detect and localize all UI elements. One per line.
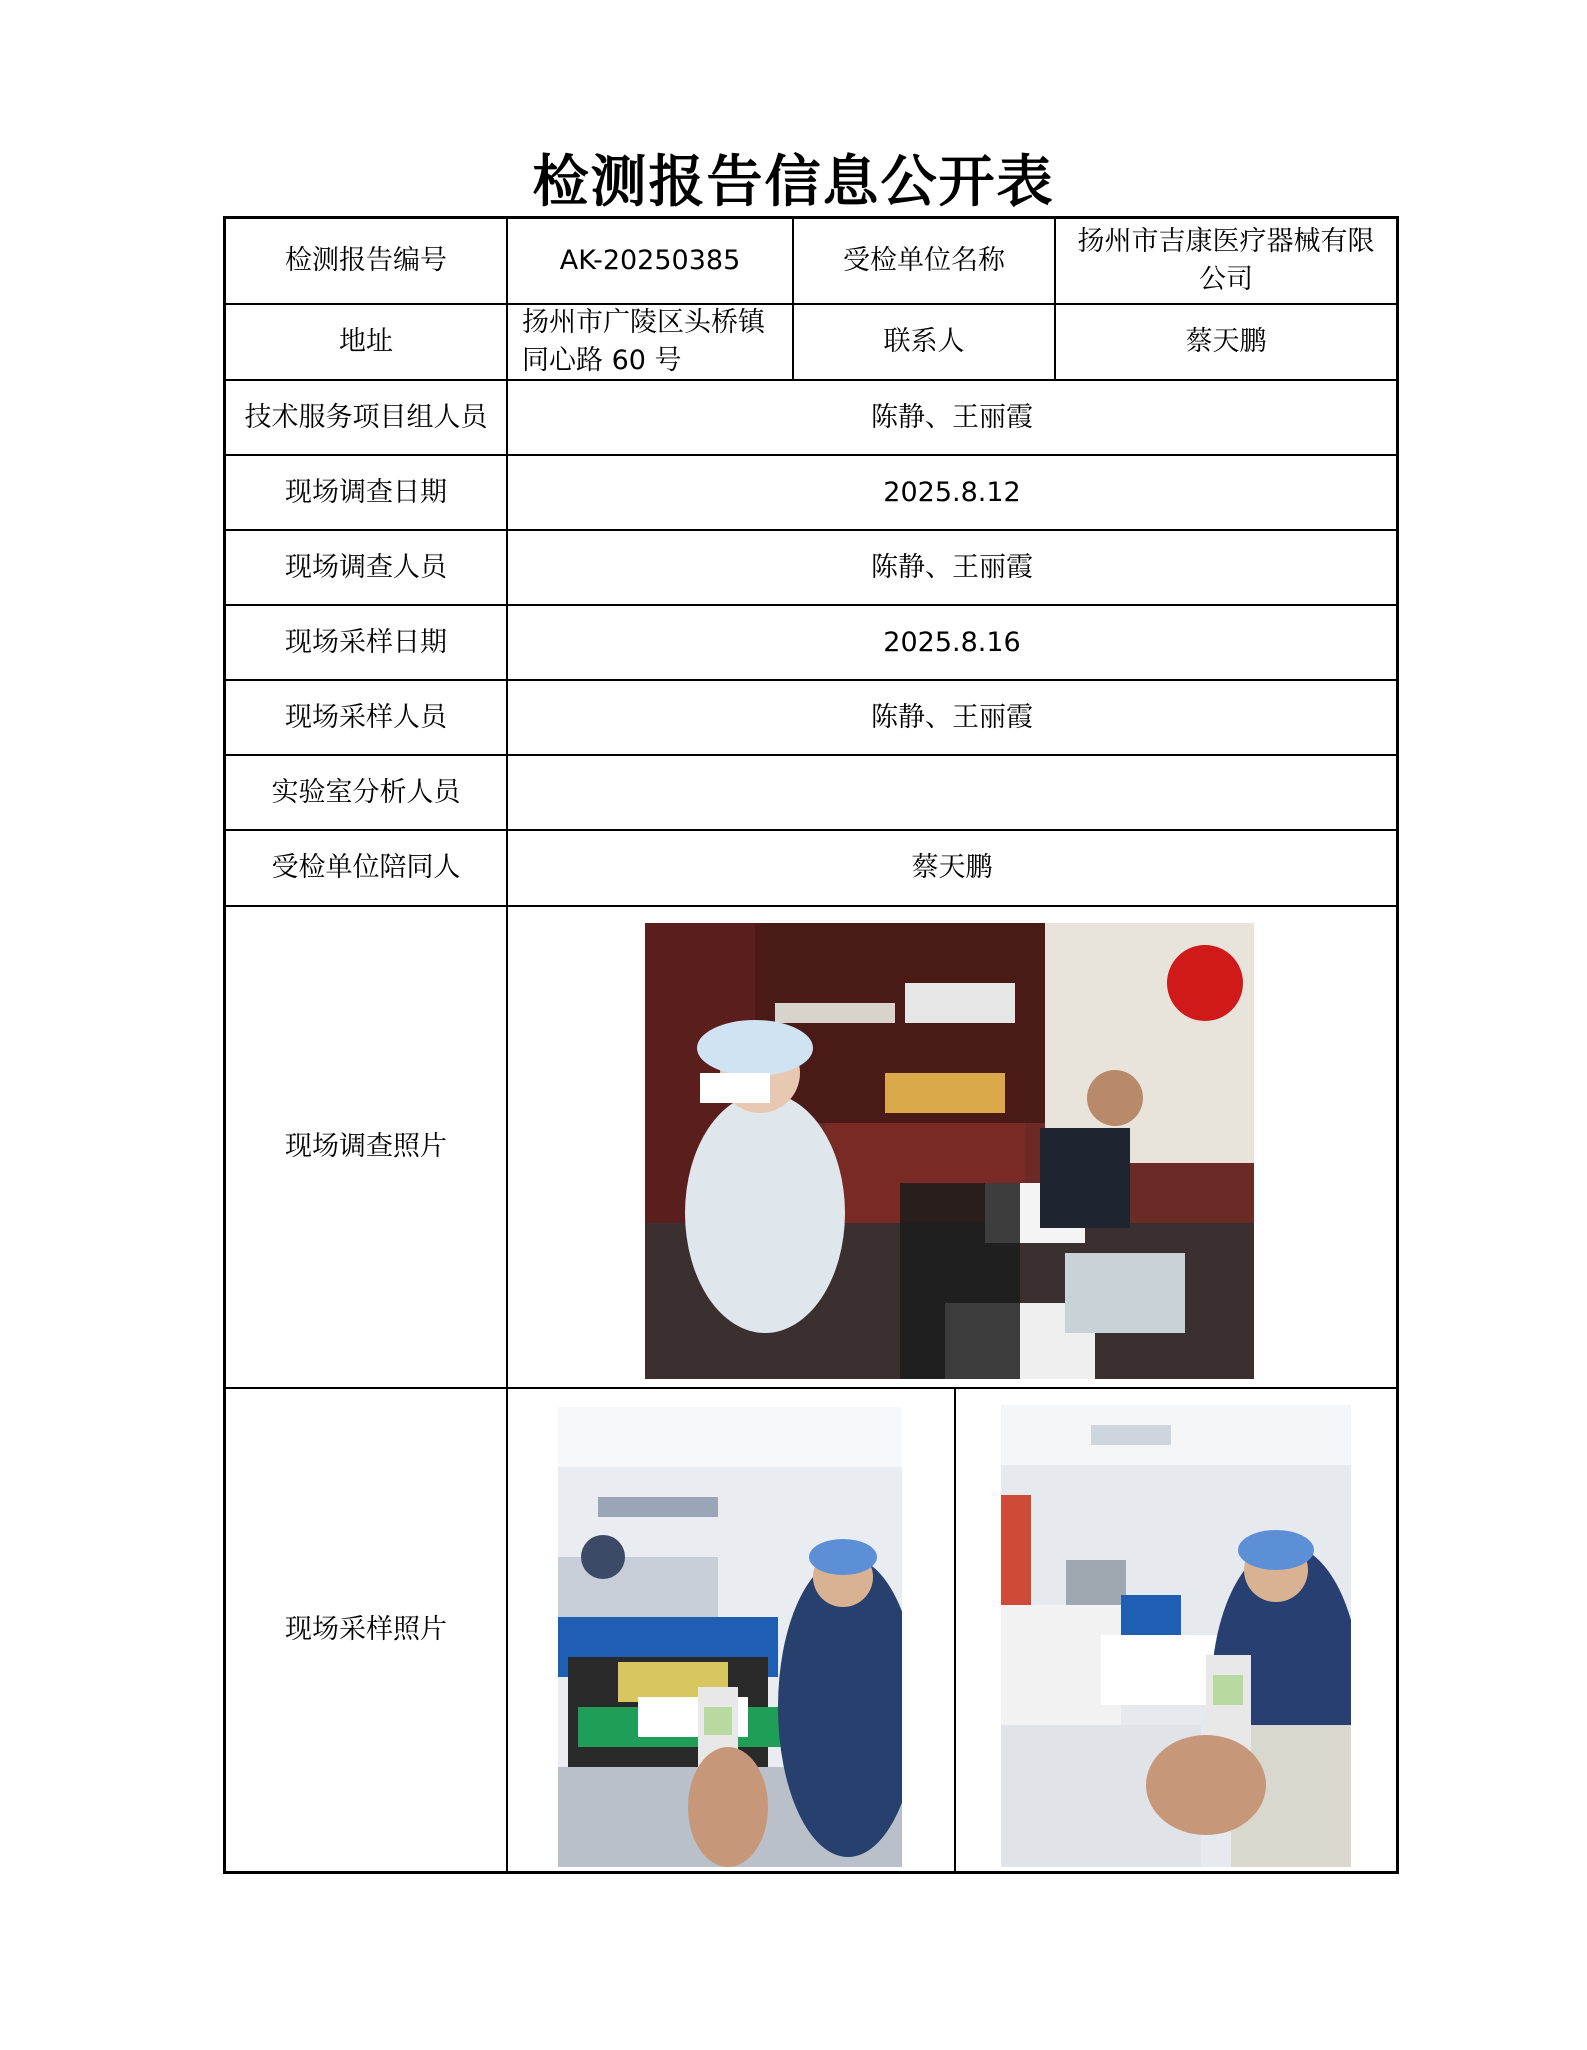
label-contact: 联系人	[883, 326, 965, 357]
value-survey-date: 2025.8.12	[883, 476, 1021, 508]
sampling-photo-1	[558, 1407, 902, 1867]
value-unit-name: 扬州市吉康医疗器械有限公司	[1077, 226, 1375, 295]
label-sampling-date: 现场采样日期	[285, 626, 447, 658]
value-address: 扬州市广陵区头桥镇同心路 60 号	[522, 307, 765, 376]
label-sampling-photo: 现场采样照片	[285, 1614, 447, 1645]
value-lab-staff	[508, 756, 1396, 829]
page-title: 检测报告信息公开表	[532, 149, 1055, 215]
value-report-no: AK-20250385	[559, 245, 741, 276]
survey-photo	[645, 923, 1254, 1379]
value-contact: 蔡天鹏	[1185, 326, 1267, 357]
value-sampling-date: 2025.8.16	[883, 626, 1021, 658]
label-survey-date: 现场调查日期	[285, 476, 447, 508]
sampling-photo-2	[1001, 1405, 1351, 1867]
label-escort: 受检单位陪同人	[271, 852, 461, 883]
info-table	[223, 216, 1399, 1874]
label-survey-staff: 现场调查人员	[285, 551, 447, 583]
value-sampling-staff: 陈静、王丽霞	[871, 701, 1033, 733]
label-lab-staff: 实验室分析人员	[271, 776, 461, 808]
label-unit-name: 受检单位名称	[843, 245, 1005, 276]
value-survey-staff: 陈静、王丽霞	[871, 551, 1033, 583]
label-team: 技术服务项目组人员	[244, 401, 488, 433]
value-team: 陈静、王丽霞	[871, 401, 1033, 433]
label-report-no: 检测报告编号	[285, 245, 447, 276]
label-survey-photo: 现场调查照片	[285, 1131, 447, 1162]
label-sampling-staff: 现场采样人员	[285, 701, 447, 733]
label-address: 地址	[339, 326, 393, 357]
value-escort: 蔡天鹏	[911, 852, 993, 883]
